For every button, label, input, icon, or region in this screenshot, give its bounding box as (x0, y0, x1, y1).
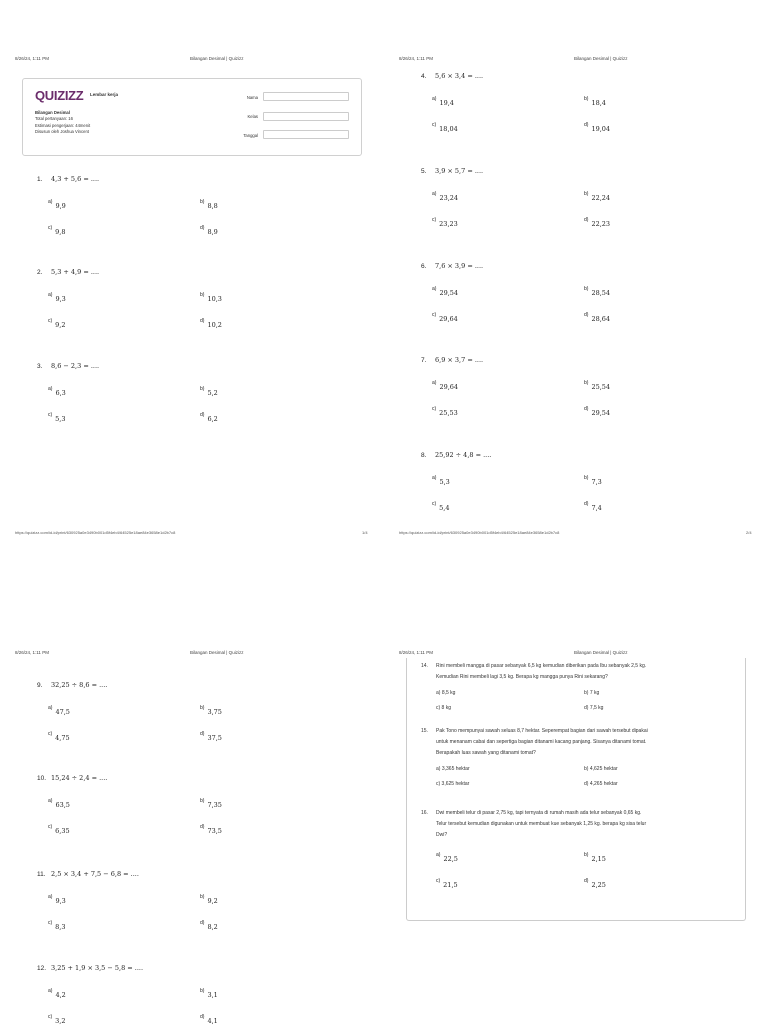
option-c[interactable] (48, 225, 66, 236)
text-question-line: Telur tersebut kemudian digunakan untuk membuat kue sebanyak 1,25 kg. berapa kg sisa telur (436, 821, 647, 827)
option-label: c) (432, 217, 437, 223)
option-value: 63,5 (55, 801, 70, 809)
question-number: 4. (421, 73, 427, 80)
option-value: 5,3 (439, 478, 450, 486)
option-value: 8,3 (55, 923, 66, 931)
option-label: c) (432, 312, 437, 318)
question-10 (37, 774, 107, 782)
worksheet-meta (35, 110, 90, 135)
option-label: a) (48, 705, 53, 711)
option-label: c) (48, 731, 53, 737)
option-value: 7,3 (591, 478, 602, 486)
option-label: c) (432, 122, 437, 128)
option-label: d) (584, 878, 589, 884)
question-text: 3,9 × 5,7 = .... (435, 167, 484, 175)
option-d[interactable] (584, 406, 611, 417)
option-label: a) (48, 292, 53, 298)
option-c[interactable] (48, 412, 66, 423)
option-label: b) (200, 798, 205, 804)
option-value: 3,75 (207, 708, 222, 716)
option-value: 5,4 (439, 504, 450, 512)
option-value: 18,4 (591, 99, 606, 107)
question-number: 1. (37, 176, 43, 183)
page-footer-url: https://quizizz.com/id-id/print/630925a0e3490b001d5f4eb4/64525e18ae84e3658e1d2b7c8 (399, 530, 560, 535)
option-c[interactable] (436, 878, 458, 889)
option-b[interactable] (200, 292, 222, 303)
option-d[interactable] (584, 122, 611, 133)
option-d[interactable] (200, 1014, 218, 1025)
option-a[interactable]: a) 8,5 kg (436, 690, 456, 696)
text-question-line: Kemudian Rini membeli lagi 3,5 kg. Berapa kg mangga punya Rini sekarang? (436, 674, 608, 680)
option-label: d) (584, 122, 589, 128)
question-number: 7. (421, 357, 427, 364)
option-value: 22,24 (591, 194, 611, 202)
option-label: b) (200, 386, 205, 392)
option-c[interactable] (432, 312, 458, 323)
option-value: 8,8 (207, 202, 218, 210)
option-b[interactable] (200, 894, 218, 905)
option-value: 23,23 (439, 220, 458, 228)
option-value: 22,5 (443, 855, 458, 863)
option-label: d) (200, 920, 205, 926)
option-value: 6,35 (55, 827, 70, 835)
question-7 (421, 356, 483, 364)
question-number: 2. (37, 269, 43, 276)
time-estimate: Estimasi pengerjaan: 44menit (35, 122, 91, 128)
option-value: 37,5 (207, 734, 222, 742)
option-label: d) (200, 318, 205, 324)
option-value: 9,8 (55, 228, 66, 236)
option-label: c) (48, 225, 53, 231)
text-question-line: Pak Tono mempunyai sawah seluas 8,7 hektar. Seperempat bagian dari sawah tersebut dipakai (436, 728, 648, 734)
question-number: 5. (421, 168, 427, 175)
question-3 (37, 362, 99, 370)
text-question-line: untuk menanam cabai dan sepertiga bagian ditanami kacang panjang. Sisanya ditanami tomat. (436, 739, 647, 745)
option-label: b) (584, 286, 589, 292)
option-c[interactable]: c) 8 kg (436, 705, 452, 711)
option-label: c) (48, 1014, 53, 1020)
option-value: 2,15 (591, 855, 606, 863)
option-value: 29,64 (439, 383, 459, 391)
option-label: b) (200, 292, 205, 298)
question-text: 25,92 ÷ 4,8 = .... (435, 451, 492, 459)
option-label: d) (200, 412, 205, 418)
page-header-title: Bilangan Desimal | Quizizz (190, 650, 244, 655)
option-value: 29,64 (439, 315, 458, 323)
option-label: a) (432, 96, 437, 102)
logo-subtitle: Lembar kerja (90, 92, 119, 97)
class-field[interactable] (263, 112, 349, 121)
date-label: Tanggal (243, 133, 258, 138)
option-label: b) (584, 191, 589, 197)
option-label: a) (48, 988, 53, 994)
question-4 (421, 72, 483, 80)
name-label: Nama (246, 95, 258, 100)
question-number: 6. (421, 263, 427, 270)
page-4 (384, 644, 768, 1024)
option-label: a) (432, 286, 437, 292)
text-question-line: Dwi membeli telur di pasar 2,75 kg, tapi ternyata di rumah masih ada telur sebanyak 0,65 kg. (436, 810, 642, 816)
question-text: 8,6 − 2,3 = .... (51, 362, 100, 370)
total-questions: Total pertanyaan: 16 (35, 116, 73, 122)
option-value: 29,54 (591, 409, 611, 417)
option-value: 9,2 (207, 897, 218, 905)
question-9 (37, 681, 107, 689)
question-text: 32,25 ÷ 8,6 = .... (51, 681, 108, 689)
worksheet-header-card (22, 78, 362, 156)
option-label: b) (200, 988, 205, 994)
option-d[interactable] (200, 731, 222, 742)
option-d[interactable]: d) 7,5 kg (584, 705, 604, 711)
option-b[interactable] (584, 191, 611, 202)
option-a[interactable] (432, 191, 459, 202)
text-question-line: Berapakah luas sawah yang ditanami tomat? (436, 750, 536, 756)
page-header-date: 8/26/24, 1:11 PM (15, 56, 49, 61)
option-label: b) (584, 380, 589, 386)
question-number: 10. (37, 775, 47, 782)
option-label: d) (584, 312, 589, 318)
option-d[interactable] (200, 412, 218, 423)
option-value: 23,24 (439, 194, 459, 202)
option-c[interactable] (48, 731, 70, 742)
question-1 (37, 175, 99, 183)
option-c[interactable] (48, 318, 66, 329)
question-number: 3. (37, 363, 43, 370)
page-header-date: 8/26/24, 1:11 PM (399, 650, 433, 655)
question-text: 5,6 × 3,4 = .... (435, 72, 484, 80)
page-header-date: 8/26/24, 1:11 PM (399, 56, 433, 61)
page-header-title: Bilangan Desimal | Quizizz (190, 56, 244, 61)
text-question-number: 16. (421, 810, 428, 816)
option-value: 9,9 (55, 202, 66, 210)
option-value: 2,25 (591, 881, 606, 889)
option-d[interactable] (200, 318, 222, 329)
class-label: Kelas (247, 114, 258, 119)
page-header-title: Bilangan Desimal | Quizizz (574, 56, 628, 61)
option-value: 7,35 (207, 801, 222, 809)
option-label: c) (48, 824, 53, 830)
question-text: 5,3 + 4,9 = .... (51, 268, 100, 276)
option-a[interactable] (48, 292, 66, 303)
text-question-number: 15. (421, 728, 428, 734)
option-a[interactable] (48, 199, 66, 210)
option-d[interactable] (584, 217, 611, 228)
option-c[interactable] (432, 501, 450, 512)
question-text: 6,9 × 3,7 = .... (435, 356, 484, 364)
option-label: b) (200, 894, 205, 900)
option-label: d) (200, 731, 205, 737)
option-value: 3,2 (55, 1017, 66, 1025)
question-2 (37, 268, 99, 276)
option-d[interactable] (200, 824, 222, 835)
option-b[interactable] (200, 199, 218, 210)
option-value: 5,3 (55, 415, 66, 423)
option-b[interactable] (200, 798, 222, 809)
option-b[interactable]: b) 4,625 hektar (584, 766, 618, 772)
option-d[interactable] (200, 920, 218, 931)
option-label: b) (584, 852, 589, 858)
option-value: 9,3 (55, 897, 66, 905)
question-text: 15,24 ÷ 2,4 = .... (51, 774, 108, 782)
question-11 (37, 870, 139, 878)
option-value: 25,53 (439, 409, 458, 417)
option-label: c) (48, 412, 53, 418)
option-b[interactable] (584, 286, 611, 297)
option-a[interactable] (48, 798, 70, 809)
option-d[interactable] (584, 501, 602, 512)
option-label: a) (48, 894, 53, 900)
option-value: 28,54 (591, 289, 611, 297)
question-text: 7,6 × 3,9 = .... (435, 262, 484, 270)
option-label: b) (584, 475, 589, 481)
option-d[interactable]: d) 4,265 hektar (584, 781, 618, 787)
page-footer-url: https://quizizz.com/id-id/print/630925a0e3490b001d5f4eb4/64525e18ae84e3658e1d2b7c8 (15, 530, 176, 535)
page-header-date: 8/26/24, 1:11 PM (15, 650, 49, 655)
option-value: 3,1 (207, 991, 218, 999)
page-header-title: Bilangan Desimal | Quizizz (574, 650, 628, 655)
option-value: 9,2 (55, 321, 66, 329)
option-label: d) (584, 501, 589, 507)
text-question-number: 14. (421, 663, 428, 669)
option-a[interactable]: a) 3,365 hektar (436, 766, 470, 772)
option-b[interactable]: b) 7 kg (584, 690, 600, 696)
question-6 (421, 262, 483, 270)
option-value: 19,04 (591, 125, 611, 133)
option-value: 21,5 (443, 881, 458, 889)
option-label: d) (200, 225, 205, 231)
option-value: 47,5 (55, 708, 70, 716)
option-value: 6,2 (207, 415, 218, 423)
option-label: b) (584, 96, 589, 102)
author: Disusun oleh Joshua Vincent (35, 128, 89, 134)
option-a[interactable] (48, 988, 66, 999)
option-value: 6,3 (55, 389, 66, 397)
question-text: 4,3 + 5,6 = .... (51, 175, 100, 183)
question-8 (421, 451, 491, 459)
option-value: 10,3 (207, 295, 222, 303)
option-label: b) (200, 705, 205, 711)
option-value: 8,2 (207, 923, 218, 931)
question-number: 9. (37, 682, 43, 689)
option-label: d) (584, 217, 589, 223)
option-label: d) (200, 824, 205, 830)
option-b[interactable] (584, 380, 611, 391)
option-label: d) (584, 406, 589, 412)
option-a[interactable] (436, 852, 458, 863)
option-value: 10,2 (207, 321, 222, 329)
option-c[interactable]: c) 3,625 hektar (436, 781, 470, 787)
option-value: 25,54 (591, 383, 611, 391)
option-c[interactable] (432, 406, 458, 417)
option-label: a) (48, 798, 53, 804)
option-a[interactable] (432, 380, 459, 391)
quizizz-logo: QUIZIZZ (35, 88, 84, 103)
option-a[interactable] (432, 475, 450, 486)
option-a[interactable] (48, 894, 66, 905)
option-b[interactable] (584, 475, 602, 486)
option-value: 29,54 (439, 289, 459, 297)
option-label: a) (432, 475, 437, 481)
option-value: 19,4 (439, 99, 454, 107)
option-label: a) (436, 852, 441, 858)
option-a[interactable] (48, 386, 66, 397)
option-label: c) (436, 878, 441, 884)
name-field[interactable] (263, 92, 349, 101)
page-1 (0, 50, 384, 540)
question-12 (37, 964, 143, 972)
question-text: 2,5 × 3,4 + 7,5 − 6,8 = .... (51, 870, 139, 878)
option-value: 8,9 (207, 228, 218, 236)
option-value: 9,3 (55, 295, 66, 303)
option-d[interactable] (584, 312, 611, 323)
option-value: 5,2 (207, 389, 218, 397)
option-c[interactable] (48, 824, 70, 835)
option-label: d) (200, 1014, 205, 1020)
option-label: a) (432, 380, 437, 386)
option-value: 4,2 (55, 991, 66, 999)
option-label: a) (432, 191, 437, 197)
option-value: 73,5 (207, 827, 222, 835)
option-c[interactable] (48, 1014, 66, 1025)
date-field[interactable] (263, 130, 349, 139)
question-number: 12. (37, 965, 47, 972)
option-b[interactable] (200, 705, 222, 716)
option-value: 4,1 (207, 1017, 218, 1025)
page-footer-number: 1/4 (362, 530, 368, 535)
question-number: 11. (37, 871, 46, 878)
option-c[interactable] (48, 920, 66, 931)
option-label: a) (48, 386, 53, 392)
question-5 (421, 167, 483, 175)
option-d[interactable] (200, 225, 218, 236)
option-value: 28,64 (591, 315, 611, 323)
option-b[interactable] (200, 988, 218, 999)
option-label: c) (48, 318, 53, 324)
page-2 (384, 50, 768, 540)
option-value: 4,75 (55, 734, 70, 742)
option-label: a) (48, 199, 53, 205)
option-value: 18,04 (439, 125, 458, 133)
option-b[interactable] (200, 386, 218, 397)
option-label: c) (48, 920, 53, 926)
option-c[interactable] (432, 217, 458, 228)
option-a[interactable] (432, 96, 454, 107)
option-label: b) (200, 199, 205, 205)
option-value: 22,23 (591, 220, 611, 228)
option-c[interactable] (432, 122, 458, 133)
page-footer-number: 2/4 (746, 530, 752, 535)
page-3 (0, 644, 384, 1024)
question-text: 3,25 + 1,9 × 3,5 − 5,8 = .... (51, 964, 144, 972)
option-a[interactable] (432, 286, 459, 297)
option-b[interactable] (584, 852, 606, 863)
option-label: c) (432, 501, 437, 507)
option-label: c) (432, 406, 437, 412)
worksheet-title: Bilangan Desimal (35, 110, 70, 115)
text-question-line: Rini membeli mangga di pasar sebanyak 6,5 kg kemudian diberikan pada Ibu sebanyak 2,5 kg. (436, 663, 647, 669)
option-b[interactable] (584, 96, 606, 107)
option-d[interactable] (584, 878, 606, 889)
option-value: 7,4 (591, 504, 602, 512)
question-number: 8. (421, 452, 427, 459)
text-question-line: Dwi? (436, 832, 448, 838)
option-a[interactable] (48, 705, 70, 716)
